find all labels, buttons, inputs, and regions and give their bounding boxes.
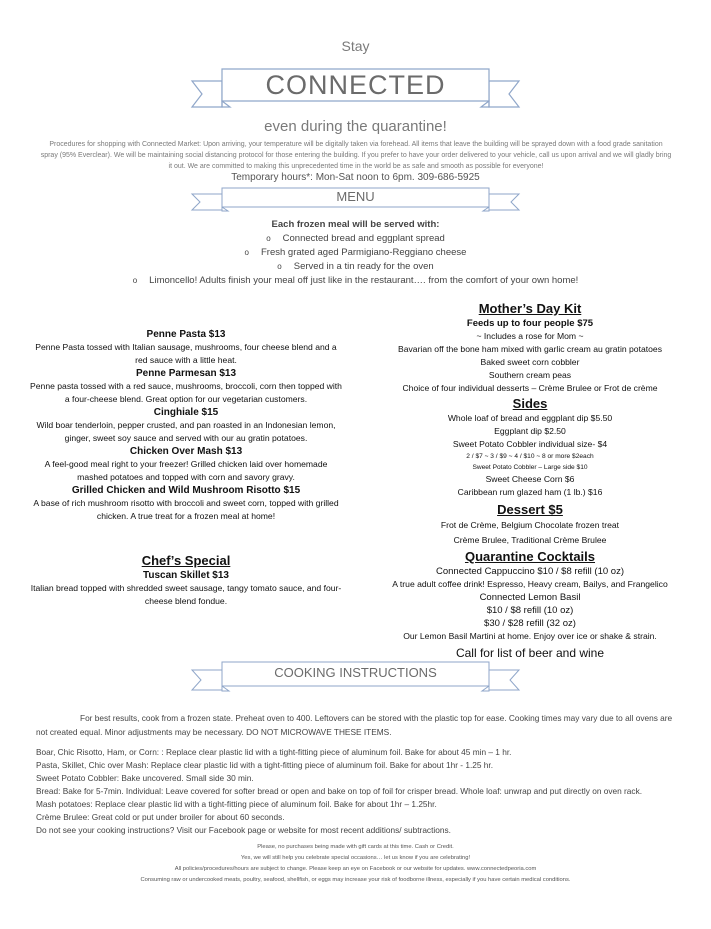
mothers-day-feeds: Feeds up to four people $75 [466, 318, 594, 329]
served-item-1 [0, 233, 711, 244]
footer-line: Yes, we will still help you celebrate special occasions… let us know if you are celebrating! [240, 855, 471, 861]
mothers-day-line: ~ Includes a rose for Mom ~ [476, 331, 584, 341]
cooking-line: Sweet Potato Cobbler: Bake uncovered. Small side 30 min. [36, 773, 254, 783]
menu-item-title: Penne Parmesan $13 [135, 368, 237, 379]
sides-line: Sweet Potato Cobbler individual size- $4 [452, 439, 608, 449]
circle-bullet-icon: o [244, 248, 249, 257]
sides-line: Sweet Cheese Corn $6 [485, 474, 575, 484]
served-item-3 [0, 261, 711, 272]
served-item-label: Served in a tin ready for the oven [293, 261, 434, 272]
cooking-line: Pasta, Skillet, Chic over Mash: Replace clear plastic lid with a tight-fitting piece of aluminum foil. Bake for about 1hr - 1.25 hr. [36, 760, 494, 770]
mothers-day-line: Baked sweet corn cobbler [480, 357, 580, 367]
served-item-label: Connected bread and eggplant spread [282, 233, 445, 244]
sides-large-note: Sweet Potato Cobbler – Large side $10 [472, 464, 588, 471]
mothers-day-line: Bavarian off the bone ham mixed with garlic cream au gratin potatoes [397, 344, 662, 354]
sides-line: Caribbean rum glazed ham (1 lb.) $16 [457, 487, 603, 497]
cooking-intro: For best results, cook from a frozen state. Preheat oven to 400. Leftovers can be stored with the plastic top for ease. Cooking times may vary due to all ovens are not created equal. Minor adjustments may be necessary. DO NOT MICROWAVE THESE ITEMS. [36, 713, 673, 737]
menu-item-title: Grilled Chicken and Wild Mushroom Risotto $15 [71, 485, 301, 496]
menu-item-desc: A base of rich mushroom risotto with broccoli and sweet corn, topped with grilled chicken. A true treat for a frozen meal at home! [33, 498, 339, 521]
menu-item-desc: Penne Pasta tossed with Italian sausage, mushrooms, four cheese blend and a red sauce with a little heat. [35, 342, 337, 365]
cooking-line: Mash potatoes: Replace clear plastic lid with a tight-fitting piece of aluminum foil. Bake for about 1hr – 1.25hr. [36, 799, 437, 809]
served-item-2 [0, 247, 711, 258]
served-item-label: Limoncello! Adults finish your meal off just like in the restaurant…. from the comfort of your own home! [149, 275, 579, 286]
chefs-special-heading: Chef’s Special [141, 553, 231, 568]
menu-item-title: Tuscan Skillet $13 [143, 570, 229, 581]
menu-item-title: Cinghiale $15 [153, 407, 219, 418]
chefs-special-section [30, 552, 342, 608]
menu-item-desc: A feel-good meal right to your freezer! Grilled chicken laid over homemade mashed potatoes and topped with corn and savory gravy. [44, 459, 328, 482]
footer-line: Please, no purchases being made with gift cards at this time. Cash or Credit. [257, 844, 454, 850]
menu-item-desc: Penne pasta tossed with a red sauce, mushrooms, broccoli, corn then topped with a four-cheese blend. Great option for our vegetarian customers. [30, 381, 342, 404]
cocktail-line: Connected Lemon Basil [479, 592, 581, 603]
dessert-line: Crème Brulee, Traditional Crème Brulee [453, 535, 607, 545]
menu-title: MENU [336, 189, 375, 204]
cooking-line: Boar, Chic Risotto, Ham, or Corn: : Replace clear plastic lid with a tight-fitting piece of aluminum foil. Bake for about 45 min – 1 hr. [36, 747, 512, 757]
menu-item-title: Chicken Over Mash $13 [129, 446, 243, 457]
menu-item-desc: Wild boar tenderloin, pepper crusted, and pan roasted in an Indonesian lemon, ginger, sweet soy sauce and served with our au gratin potatoes. [36, 420, 336, 443]
beer-wine-line: Call for list of beer and wine [455, 646, 605, 660]
quarantine-subtitle: even during the quarantine! [264, 118, 447, 135]
cooking-lines [36, 746, 696, 837]
cooking-line: Crème Brulee: Great cold or put under broiler for about 60 seconds. [36, 812, 285, 822]
cocktail-line: Connected Cappuccino $10 / $8 refill (10 oz) [435, 566, 624, 577]
served-item-label: Fresh grated aged Parmigiano-Reggiano cheese [261, 247, 467, 258]
mothers-day-line: Choice of four individual desserts – Crème Brulee or Frot de crème [402, 383, 658, 393]
circle-bullet-icon: o [132, 276, 138, 285]
sides-heading: Sides [512, 396, 548, 411]
cooking-line: Do not see your cooking instructions? Visit our Facebook page or website for most recent additions/ subtractions. [36, 825, 451, 835]
circle-bullet-icon: o [266, 234, 271, 243]
procedures-text: Procedures for shopping with Connected Market: Upon arriving, your temperature will be digitally taken via forehead. All items that leave the building will be sprayed down with a food grade sanitation spray (95% Everclear). We will be maintaining social distancing protocol for those entering the building. If you prefer to have your order delivered to your vehicle, call us upon arrival and we will gladly bring it out. We are committed to making this unprecedented time in the world be as safe and smooth as possible for everyone! [40, 141, 672, 170]
served-item-4 [0, 275, 711, 286]
menu-item-desc: Italian bread topped with shredded sweet sausage, tangy tomato sauce, and four-cheese blend fondue. [30, 583, 342, 606]
menu-item-title: Penne Pasta $13 [146, 329, 226, 340]
sides-line: Whole loaf of bread and eggplant dip $5.50 [447, 413, 613, 423]
mothers-day-heading: Mother’s Day Kit [478, 301, 582, 316]
left-menu-column [30, 328, 342, 523]
hours-text: Temporary hours*: Mon-Sat noon to 6pm. 309-686-5925 [231, 172, 480, 183]
cocktail-line: $30 / $28 refill (32 oz) [484, 618, 576, 629]
cocktail-line: $10 / $8 refill (10 oz) [486, 605, 574, 616]
connected-title: CONNECTED [265, 70, 446, 100]
dessert-line: Frot de Crème, Belgium Chocolate frozen treat [440, 520, 620, 530]
served-with-intro: Each frozen meal will be served with: [271, 219, 440, 230]
cocktails-heading: Quarantine Cocktails [464, 549, 596, 564]
cocktail-line: A true adult coffee drink! Espresso, Heavy cream, Bailys, and Frangelico [392, 579, 668, 589]
circle-bullet-icon: o [277, 262, 282, 271]
mothers-day-line: Southern cream peas [488, 370, 572, 380]
footer-line: Consuming raw or undercooked meats, poultry, seafood, shellfish, or eggs may increase your risk of foodborne illness, especially if you have certain medical conditions. [140, 877, 571, 883]
cooking-line: Bread: Bake for 5-7min. Individual: Leave covered for softer bread or open and bake on top of foil for crisper bread. Whole loaf: unwrap and put directly on oven rack. [36, 786, 643, 796]
stay-text: Stay [341, 38, 370, 54]
footer-line: All policies/procedures/hours are subject to change. Please keep an eye on Facebook or our website for updates. www.connectedpeoria.com [174, 866, 537, 872]
cooking-title: COOKING INSTRUCTIONS [274, 665, 437, 680]
sides-line: Eggplant dip $2.50 [494, 426, 566, 436]
right-menu-column [370, 300, 690, 662]
cocktail-line: Our Lemon Basil Martini at home. Enjoy over ice or shake & strain. [403, 631, 657, 641]
dessert-heading: Dessert $5 [497, 502, 563, 517]
sides-pricing-note: 2 / $7 ~ 3 / $9 ~ 4 / $10 ~ 8 or more $2each [466, 453, 594, 460]
footer [0, 842, 711, 886]
